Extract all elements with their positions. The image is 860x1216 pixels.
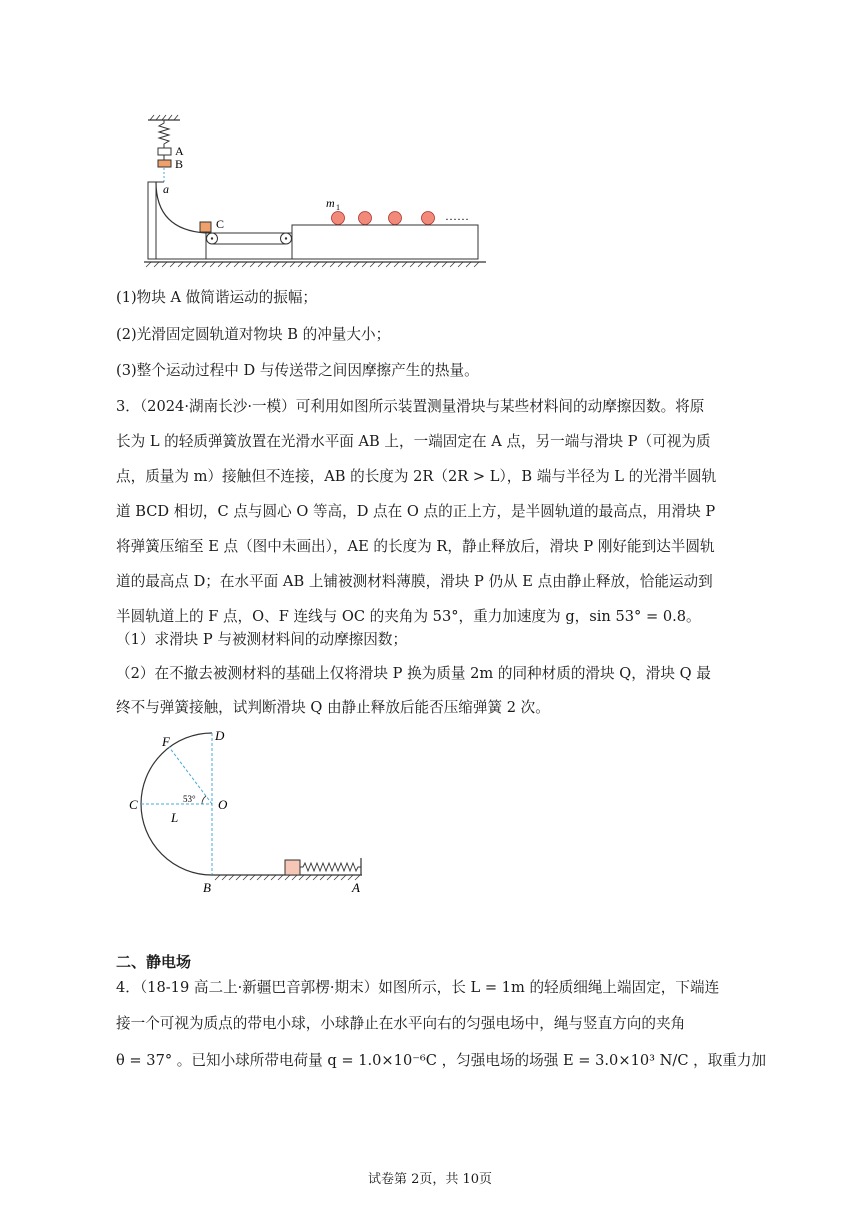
q3-line-4: 道 BCD 相切，C 点与圆心 O 等高，D 点在 O 点的正上方，是半圆轨道的最高点，用滑块 P xyxy=(116,503,716,520)
q3-line-1: 3．（2024·湖南长沙·一模）可利用如图所示装置测量滑块与某些材料间的动摩擦因数。将原 xyxy=(116,398,705,415)
q2-item-3: (3)整个运动过程中 D 与传送带之间因摩擦产生的热量。 xyxy=(116,362,479,379)
block-a xyxy=(158,148,171,155)
q4-line-1: 4．（18-19 高二上·新疆巴音郭楞·期末）如图所示，长 L = 1m 的轻质细绳上端固定，下端连 xyxy=(116,979,720,996)
label-c: C xyxy=(216,217,225,231)
q3-line-5: 将弹簧压缩至 E 点（图中未画出），AE 的长度为 R，静止释放后，滑块 P 刚好能到达半圆轨 xyxy=(116,538,715,555)
section-heading: 二、静电场 xyxy=(116,953,192,971)
label-f: F xyxy=(162,734,170,749)
conveyor-belt xyxy=(206,233,292,259)
angle-label: 53° xyxy=(183,794,196,804)
q3-sub-2-line-1: （2）在不撤去被测材料的基础上仅将滑块 P 换为质量 2m 的同种材质的滑块 Q，滑块 Q 最 xyxy=(116,665,711,682)
ball-2 xyxy=(359,212,372,225)
label-b-block: B xyxy=(175,157,184,171)
label-a-block: A xyxy=(175,144,184,158)
figure-semicircle-track-diagram xyxy=(125,724,370,896)
q3-line-6: 道的最高点 D；在水平面 AB 上铺被测材料薄膜，滑块 P 仍从 E 点由静止释放，恰能运动到 xyxy=(116,573,713,590)
slider-p xyxy=(285,860,300,875)
q3-line-3: 点，质量为 m）接触但不连接，AB 的长度为 2R（2R > L），B 端与半径为 L 的光滑半圆轨 xyxy=(116,468,717,485)
label-m1: m xyxy=(326,196,335,210)
q4-line-2: 接一个可视为质点的带电小球，小球静止在水平向右的匀强电场中，绳与竖直方向的夹角 xyxy=(116,1015,686,1032)
page-footer: 试卷第 2页，共 10页 xyxy=(367,1172,493,1187)
label-d: D xyxy=(215,728,225,743)
label-c: C xyxy=(129,797,138,812)
label-m1-subscript: 1 xyxy=(336,203,340,212)
label-a-point: a xyxy=(163,182,169,196)
label-a: A xyxy=(352,880,360,895)
spring xyxy=(159,120,169,148)
q3-sub-1: （1）求滑块 P 与被测材料间的动摩擦因数； xyxy=(116,631,408,648)
ball-1 xyxy=(332,212,345,225)
ground-hatching xyxy=(146,262,479,267)
figure-spring-conveyor-diagram xyxy=(140,112,490,272)
block-b xyxy=(158,160,171,167)
q3-line-2: 长为 L 的轻质弹簧放置在光滑水平面 AB 上，一端固定在 A 点，另一端与滑块 P（可视为质 xyxy=(116,433,711,450)
q3-line-7: 半圆轨道上的 F 点，O、F 连线与 OC 的夹角为 53°，重力加速度为 g，sin 53° = 0.8。 xyxy=(116,608,701,625)
spring xyxy=(300,863,361,871)
q2-item-1: (1)物块 A 做简谐运动的振幅； xyxy=(116,289,318,306)
label-ellipsis: …… xyxy=(445,209,469,223)
ball-3 xyxy=(389,212,402,225)
q4-line-3: θ = 37° 。已知小球所带电荷量 q = 1.0×10⁻⁶C ，匀强电场的场强 E = 3.0×10³ N/C ，取重力加 xyxy=(116,1052,767,1069)
label-l: L xyxy=(171,810,179,825)
q3-sub-2-line-2: 终不与弹簧接触，试判断滑块 Q 由静止释放后能否压缩弹簧 2 次。 xyxy=(116,699,550,716)
label-b: B xyxy=(203,880,211,895)
q2-item-2: (2)光滑固定圆轨道对物块 B 的冲量大小； xyxy=(116,326,391,343)
ball-4 xyxy=(422,212,435,225)
label-o: O xyxy=(218,797,228,812)
floor-hatching xyxy=(215,875,360,880)
block-c xyxy=(200,222,211,232)
